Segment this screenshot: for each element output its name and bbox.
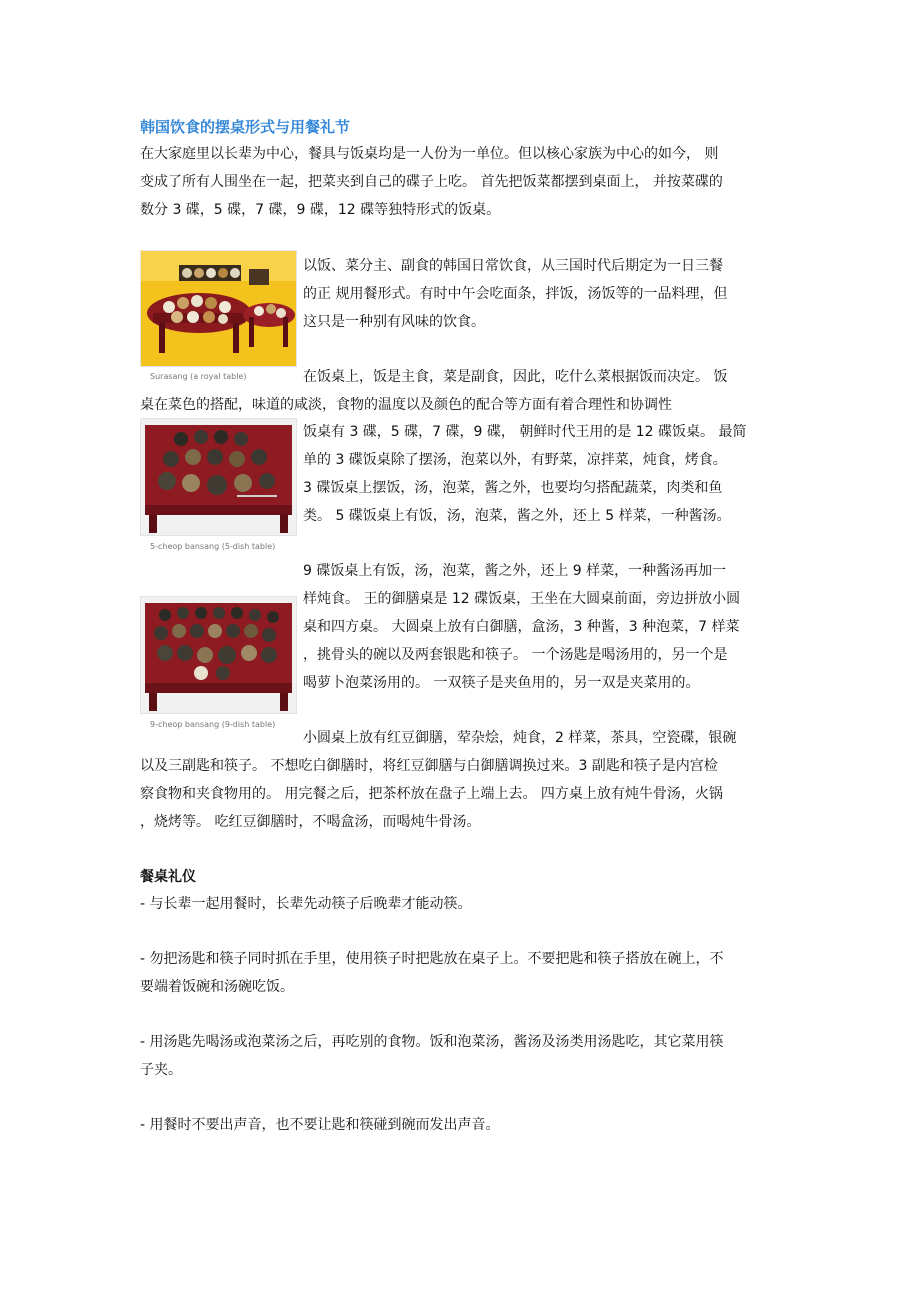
para5-line-3: 察食物和夹食物用的。 用完餐之后，把茶杯放在盘子上端上去。 四方桌上放有炖牛骨汤，火锅 xyxy=(140,786,723,802)
para4-line-2: 样炖食。 王的御膳桌是 12 碟饭桌，王坐在大圆桌前面，旁边拼放小圆 xyxy=(303,591,741,607)
para4-line-1: 9 碟饭桌上有饭，汤，泡菜，酱之外，还上 9 样菜，一种酱汤再加一 xyxy=(303,563,727,579)
para2-line-1: 在饭桌上，饭是主食，菜是副食，因此，吃什么菜根据饭而决定。 饭 xyxy=(303,369,728,385)
photo-caption: Surasang (a royal table) xyxy=(150,372,247,381)
para1-line-2: 的正 规用餐形式。有时中午会吃面条，拌饭，汤饭等的一品料理，但 xyxy=(303,286,728,302)
para3-line-1: 饭桌有 3 碟，5 碟，7 碟，9 碟， 朝鲜时代王用的是 12 碟饭桌。 最简 xyxy=(303,424,747,440)
para5-line-1: 小圆桌上放有红豆御膳，荤杂烩，炖食，2 样菜，茶具，空瓷碟，银碗 xyxy=(303,730,737,746)
para1-line-3: 这只是一种别有风味的饮食。 xyxy=(303,314,485,330)
royal-table-photo xyxy=(140,250,297,367)
etiquette-rule-3-line-1: - 用汤匙先喝汤或泡菜汤之后，再吃别的食物。饭和泡菜汤，酱汤及汤类用汤匙吃，其它菜用筷 xyxy=(140,1034,724,1050)
para2-line-2: 桌在菜色的搭配，味道的咸淡，食物的温度以及颜色的配合等方面有着合理性和协调性 xyxy=(140,397,672,413)
para1-line-1: 以饭、菜分主、副食的韩国日常饮食，从三国时代后期定为一日三餐 xyxy=(303,258,723,274)
article-title: 韩国饮食的摆桌形式与用餐礼节 xyxy=(140,118,351,136)
para3-line-4: 类。 5 碟饭桌上有饭，汤，泡菜，酱之外，还上 5 样菜，一种酱汤。 xyxy=(303,508,731,524)
para3-line-2: 单的 3 碟饭桌除了摆汤，泡菜以外，有野菜，凉拌菜，炖食，烤食。 xyxy=(303,452,727,468)
five-dish-table-photo xyxy=(140,418,297,536)
intro-line-3: 数分 3 碟，5 碟，7 碟，9 碟，12 碟等独特形式的饭桌。 xyxy=(140,202,501,218)
para4-line-5: 喝萝卜泡菜汤用的。 一双筷子是夹鱼用的，另一双是夹菜用的。 xyxy=(303,675,700,691)
etiquette-rule-2-line-1: - 勿把汤匙和筷子同时抓在手里，使用筷子时把匙放在桌子上。不要把匙和筷子搭放在碗上，不 xyxy=(140,951,724,967)
etiquette-heading: 餐桌礼仪 xyxy=(140,869,196,885)
para5-line-4: ，烧烤等。 吃红豆御膳时，不喝盒汤，而喝炖牛骨汤。 xyxy=(140,814,481,830)
etiquette-rule-3-line-2: 子夹。 xyxy=(140,1062,182,1078)
etiquette-rule-4: - 用餐时不要出声音，也不要让匙和筷碰到碗而发出声音。 xyxy=(140,1117,500,1133)
para3-line-3: 3 碟饭桌上摆饭，汤，泡菜，酱之外，也要均匀搭配蔬菜，肉类和鱼 xyxy=(303,480,723,496)
photo-caption: 5-cheop bansang (5-dish table) xyxy=(150,542,276,551)
photo-caption: 9-cheop bansang (9-dish table) xyxy=(150,720,276,729)
para4-line-3: 桌和四方桌。 大圆桌上放有白御膳，盒汤，3 种酱，3 种泡菜，7 样菜 xyxy=(303,619,740,635)
etiquette-rule-2-line-2: 要端着饭碗和汤碗吃饭。 xyxy=(140,979,294,995)
nine-dish-table-photo xyxy=(140,596,297,714)
etiquette-rule-1: - 与长辈一起用餐时，长辈先动筷子后晚辈才能动筷。 xyxy=(140,896,472,912)
para4-line-4: ，挑骨头的碗以及两套银匙和筷子。 一个汤匙是喝汤用的，另一个是 xyxy=(303,647,728,663)
intro-line-1: 在大家庭里以长辈为中心，餐具与饭桌均是一人份为一单位。但以核心家族为中心的如今， 则 xyxy=(140,146,719,162)
para5-line-2: 以及三副匙和筷子。 不想吃白御膳时，将红豆御膳与白御膳调换过来。3 副匙和筷子是内宫检 xyxy=(140,758,718,774)
intro-line-2: 变成了所有人围坐在一起，把菜夹到自己的碟子上吃。 首先把饭菜都摆到桌面上， 并按菜碟的 xyxy=(140,174,723,190)
